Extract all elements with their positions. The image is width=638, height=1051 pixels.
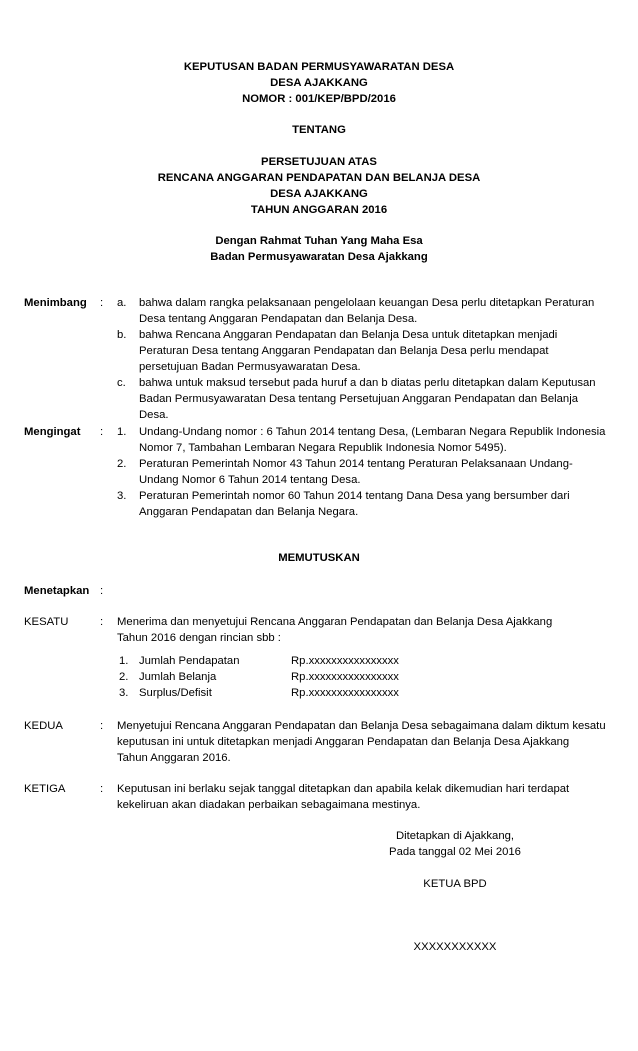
mengingat-label: Mengingat [24,426,81,438]
kedua-colon: : [100,720,104,732]
signature-date: Pada tanggal 02 Mei 2016 [389,846,521,858]
subject-line-2: RENCANA ANGGARAN PENDAPATAN DAN BELANJA DESA [157,172,481,184]
memutuskan-heading: MEMUTUSKAN [278,552,360,564]
subject-line-3: DESA AJAKKANG [270,188,368,200]
signature-title: KETUA BPD [423,878,487,890]
signature-name: XXXXXXXXXXX [413,941,497,953]
list-item: b. bahwa Rencana Anggaran Pendapatan dan Belanja Desa untuk ditetapkan menjadi Peraturan Desa tentang Anggaran Pendapatan dan Belanja Desa perlu mendapat persetujuan Badan Permusyawaratan Desa. [117,329,558,373]
ketiga-text: Keputusan ini berlaku sejak tanggal ditetapkan dan apabila kelak dikemudian hari terdapat kekeliruan akan diadakan perbaikan sebagaimana mestinya. [117,783,570,811]
budget-item: 3. Surplus/Defisit Rp.xxxxxxxxxxxxxxxx [119,687,399,699]
list-item: a. bahwa dalam rangka pelaksanaan pengelolaan keuangan Desa perlu ditetapkan Peraturan Desa tentang Anggaran Pendapatan dan Belanja Desa. [117,297,595,325]
budget-item: 1. Jumlah Pendapatan Rp.xxxxxxxxxxxxxxxx [119,655,399,667]
mengingat-colon: : [100,426,104,438]
blessing-line-2: Badan Permusyawaratan Desa Ajakkang [210,251,428,263]
signature-place-date [380,828,530,860]
subject-line-4: TAHUN ANGGARAN 2016 [250,204,388,216]
list-item: 2. Peraturan Pemerintah Nomor 43 Tahun 2014 tentang Peraturan Pelaksanaan Undang-Undang Nomor 6 Tahun 2014 tentang Desa. [117,458,573,486]
budget-item: 2. Jumlah Belanja Rp.xxxxxxxxxxxxxxxx [119,671,399,683]
header-number: NOMOR : 001/KEP/BPD/2016 [242,93,396,105]
signature-place: Ditetapkan di Ajakkang, [395,830,515,842]
kedua-label: KEDUA [24,720,63,732]
mengingat-list [117,424,607,520]
header-village: DESA AJAKKANG [270,77,368,89]
menimbang-label: Menimbang [24,297,87,309]
list-item: 1. Undang-Undang nomor : 6 Tahun 2014 tentang Desa, (Lembaran Negara Republik Indonesia Nomor 7, Tambahan Lembaran Negara Republik Indonesia Nomor 5495). [117,426,606,454]
subject-line-1: PERSETUJUAN ATAS [261,156,377,168]
menetapkan-label: Menetapkan [24,585,90,597]
kedua-text: Menyetujui Rencana Anggaran Pendapatan dan Belanja Desa sebagaimana dalam diktum kesatu keputusan ini untuk ditetapkan menjadi Anggaran Pendapatan dan Belanja Desa Ajakkang Tahun Anggaran 2016. [117,720,606,764]
kesatu-budget-items [117,653,497,701]
blessing-block [0,233,638,265]
kesatu-label: KESATU [24,616,69,628]
list-item: c. bahwa untuk maksud tersebut pada huruf a dan b diatas perlu ditetapkan dalam Keputusan Badan Permusyawaratan Desa tentang Persetujuan Anggaran Pendapatan dan Belanja Desa. [117,377,596,421]
ketiga-colon: : [100,783,104,795]
ketiga-label: KETIGA [24,783,66,795]
menetapkan-colon: : [100,585,104,597]
list-item: 3. Peraturan Pemerintah nomor 60 Tahun 2014 tentang Dana Desa yang bersumber dari Anggaran Pendapatan dan Belanja Negara. [117,490,570,518]
kesatu-text: Menerima dan menyetujui Rencana Anggaran Pendapatan dan Belanja Desa Ajakkang Tahun 2016 dengan rincian sbb : [117,616,553,644]
menimbang-list [117,295,607,423]
document-header [0,59,638,107]
tentang-heading: TENTANG [292,124,346,136]
blessing-line-1: Dengan Rahmat Tuhan Yang Maha Esa [215,235,423,247]
menimbang-colon: : [100,297,104,309]
subject-block [0,154,638,218]
kesatu-colon: : [100,616,104,628]
header-title: KEPUTUSAN BADAN PERMUSYAWARATAN DESA [183,61,455,73]
